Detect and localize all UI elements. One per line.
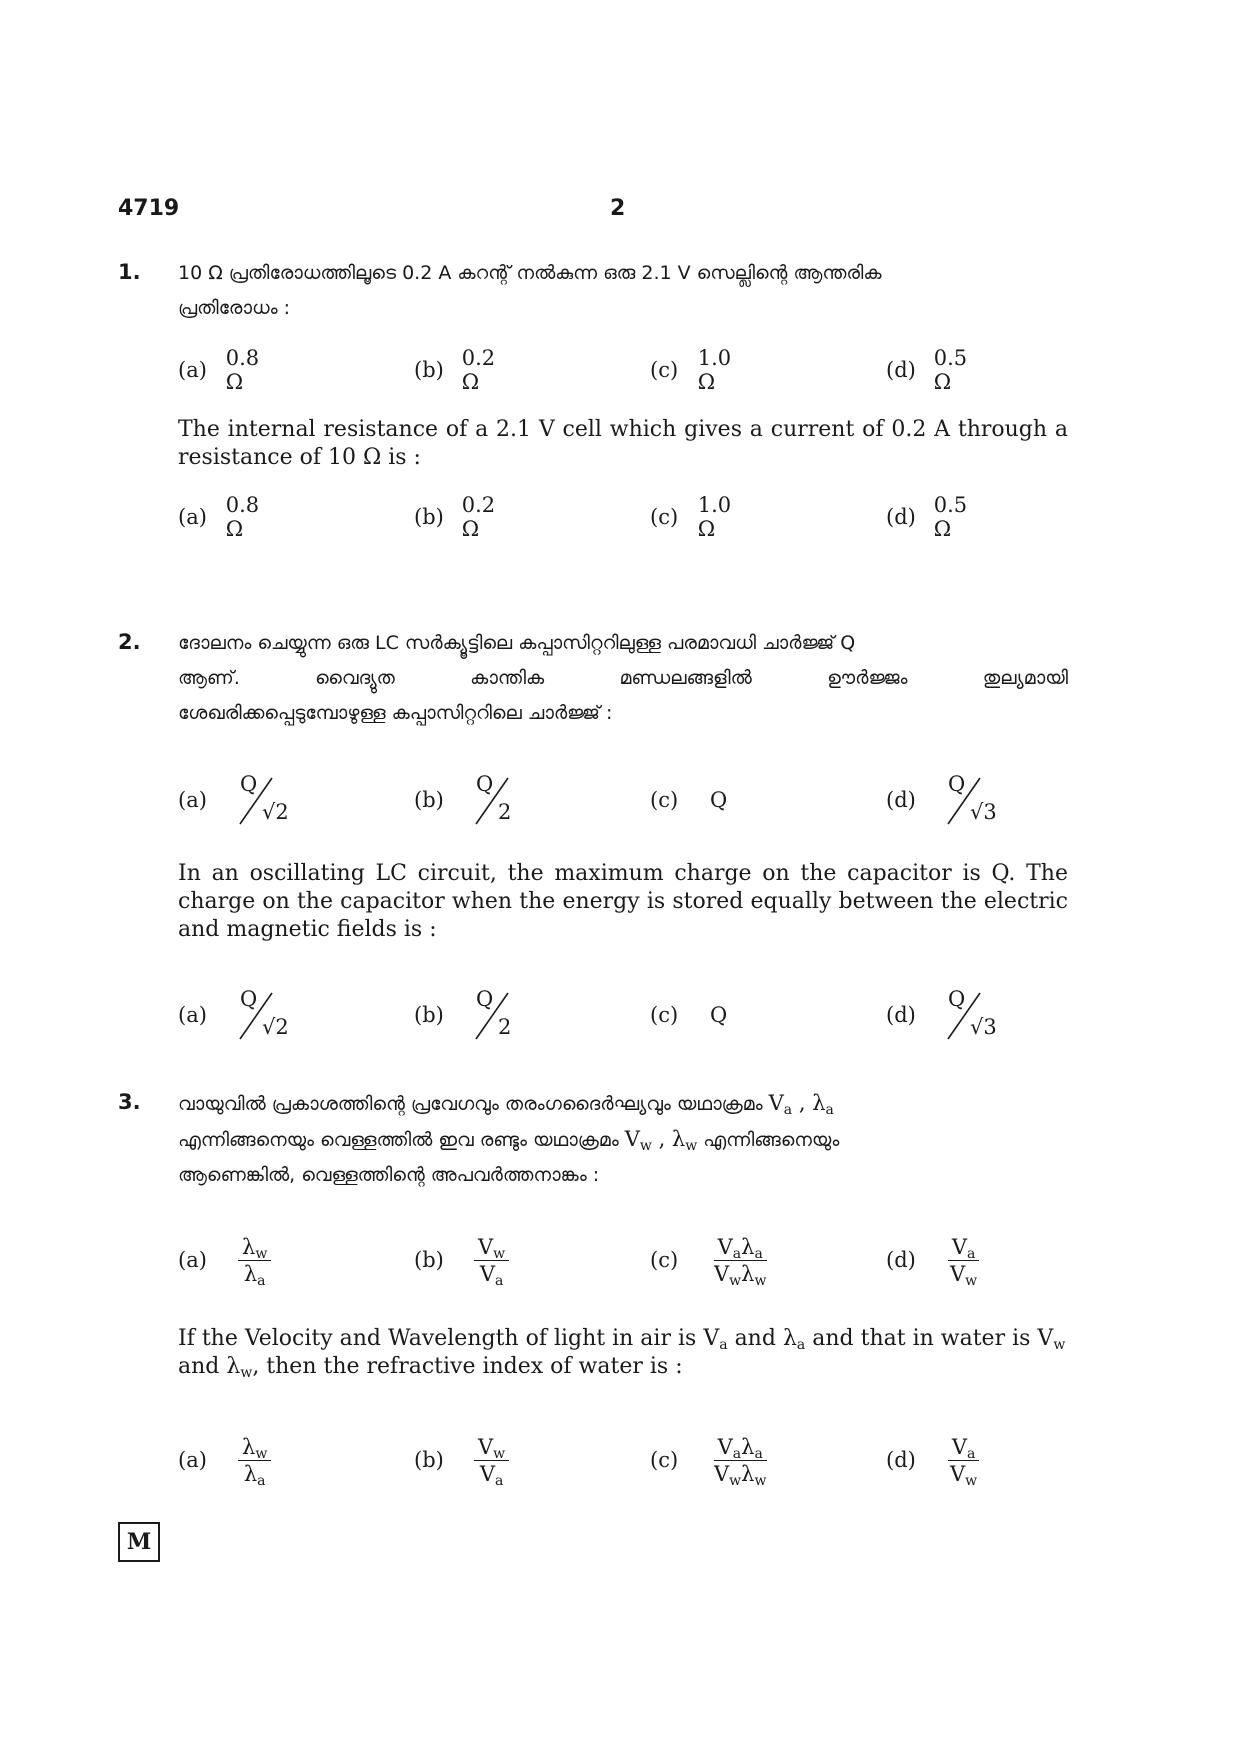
fraction-q-2: Q 2 <box>476 987 512 1039</box>
fraction-va-lambda-a-over-vw-lambda-w: $\frac{V_a\lambda_a}{V_w\lambda_w}$ <box>714 1234 767 1289</box>
option-d[interactable]: (d) $\frac{V_a}{V_w}$ <box>886 1430 981 1490</box>
option-a[interactable]: (a) $\frac{\lambda_w}{\lambda_a}$ <box>178 1230 271 1290</box>
option-b[interactable]: (b) Q 2 <box>414 985 536 1045</box>
option-b[interactable]: (b) $\frac{V_w}{V_a}$ <box>414 1230 509 1290</box>
fraction-va-over-vw: $\frac{V_a}{V_w}$ <box>946 1234 981 1287</box>
option-d[interactable]: (d) Q √3 <box>886 985 1008 1045</box>
fraction-vw-over-va: $\frac{V_w}{V_a}$ <box>474 1234 509 1287</box>
option-a[interactable]: (a) 0.8 Ω <box>178 493 260 541</box>
option-c[interactable]: (c) Q <box>650 1003 728 1027</box>
fraction-va-over-vw: $\frac{V_a}{V_w}$ <box>946 1434 981 1487</box>
question-code: 4719 <box>118 196 180 221</box>
option-a[interactable]: (a) $\frac{\lambda_w}{\lambda_a}$ <box>178 1430 271 1490</box>
option-b[interactable]: (b) 0.2 Ω <box>414 493 496 541</box>
question-3-number: 3. <box>118 1090 141 1114</box>
question-1-english: The internal resistance of a 2.1 V cell which gives a current of 0.2 A through a resistance of 10 Ω is : <box>178 417 1068 470</box>
option-d[interactable]: (d) Q √3 <box>886 770 1008 830</box>
option-d[interactable]: (d) 0.5 Ω <box>886 493 968 541</box>
question-2-malayalam: ദോലനം ചെയ്യുന്ന ഒരു LC സർക്യൂട്ടിലെ കപ്പാസിറ്ററിലുള്ള പരമാവധി ചാർജ്ജ് Q ആണ്. വൈദ്യുത കാന്തിക മണ്ഡലങ്ങളിൽ ഊർജ്ജം തുല്യമായി ശേഖരിക്കപ്പെടുമ്പോഴുള്ള കപ്പാസിറ്ററിലെ ചാർജ്ജ് : <box>178 632 1068 724</box>
option-b[interactable]: (b) 0.2 Ω <box>414 346 496 394</box>
fraction-vw-over-va: $\frac{V_w}{V_a}$ <box>474 1434 509 1487</box>
fraction-q-root3: Q √3 <box>948 987 997 1039</box>
fraction-lambda-w-over-lambda-a: $\frac{\lambda_w}{\lambda_a}$ <box>238 1434 271 1487</box>
fraction-va-lambda-a-over-vw-lambda-w: $\frac{V_a\lambda_a}{V_w\lambda_w}$ <box>714 1434 767 1489</box>
question-1-malayalam: 10 Ω പ്രതിരോധത്തിലൂടെ 0.2 A കറന്റ് നൽകുന്ന ഒരു 2.1 V സെല്ലിന്റെ ആന്തരിക പ്രതിരോധം : <box>178 262 882 319</box>
question-2-english: In an oscillating LC circuit, the maximum charge on the capacitor is Q. The charge on the capacitor when the energy is stored equally between the electric and magnetic fields is : <box>178 861 1068 942</box>
option-c[interactable]: (c) $\frac{V_a\lambda_a}{V_w\lambda_w}$ <box>650 1430 770 1490</box>
medium-mark-box: M <box>118 1522 160 1562</box>
option-d[interactable]: (d) $\frac{V_a}{V_w}$ <box>886 1230 981 1290</box>
option-c[interactable]: (c) $\frac{V_a\lambda_a}{V_w\lambda_w}$ <box>650 1230 770 1290</box>
option-c[interactable]: (c) 1.0 Ω <box>650 346 732 394</box>
option-a[interactable]: (a) Q √2 <box>178 985 300 1045</box>
option-c[interactable]: (c) Q <box>650 788 728 812</box>
option-d[interactable]: (d) 0.5 Ω <box>886 346 968 394</box>
fraction-q-root2: Q √2 <box>240 987 289 1039</box>
option-a[interactable]: (a) Q √2 <box>178 770 300 830</box>
option-b[interactable]: (b) $\frac{V_w}{V_a}$ <box>414 1430 509 1490</box>
question-2-number: 2. <box>118 630 141 654</box>
question-3-english: If the Velocity and Wavelength of light in air is $V_a$ and $\lambda_a$ and that in water is $V_w$ and $\lambda_w$, then the refractive index of water is : <box>178 1326 1066 1381</box>
option-b[interactable]: (b) Q 2 <box>414 770 536 830</box>
option-c[interactable]: (c) 1.0 Ω <box>650 493 732 541</box>
page-number: 2 <box>610 196 626 221</box>
fraction-q-2: Q 2 <box>476 772 512 824</box>
option-a[interactable]: (a) 0.8 Ω <box>178 346 260 394</box>
fraction-lambda-w-over-lambda-a: $\frac{\lambda_w}{\lambda_a}$ <box>238 1234 271 1287</box>
question-3-malayalam: വായുവിൽ പ്രകാശത്തിന്റെ പ്രവേഗവും തരംഗദൈർഘ്യവും യഥാക്രമം $V_a$ , $\lambda_a$ എന്നിങ്ങനെയും വെള്ളത്തിൽ ഇവ രണ്ടും യഥാക്രമം $V_w$ , $\lambda_w$ എന്നിങ്ങനെയും ആണെങ്കിൽ, വെള്ളത്തിന്റെ അപവർത്തനാങ്കം : <box>178 1091 840 1186</box>
fraction-q-root3: Q √3 <box>948 772 997 824</box>
question-1-number: 1. <box>118 260 141 284</box>
fraction-q-root2: Q √2 <box>240 772 289 824</box>
